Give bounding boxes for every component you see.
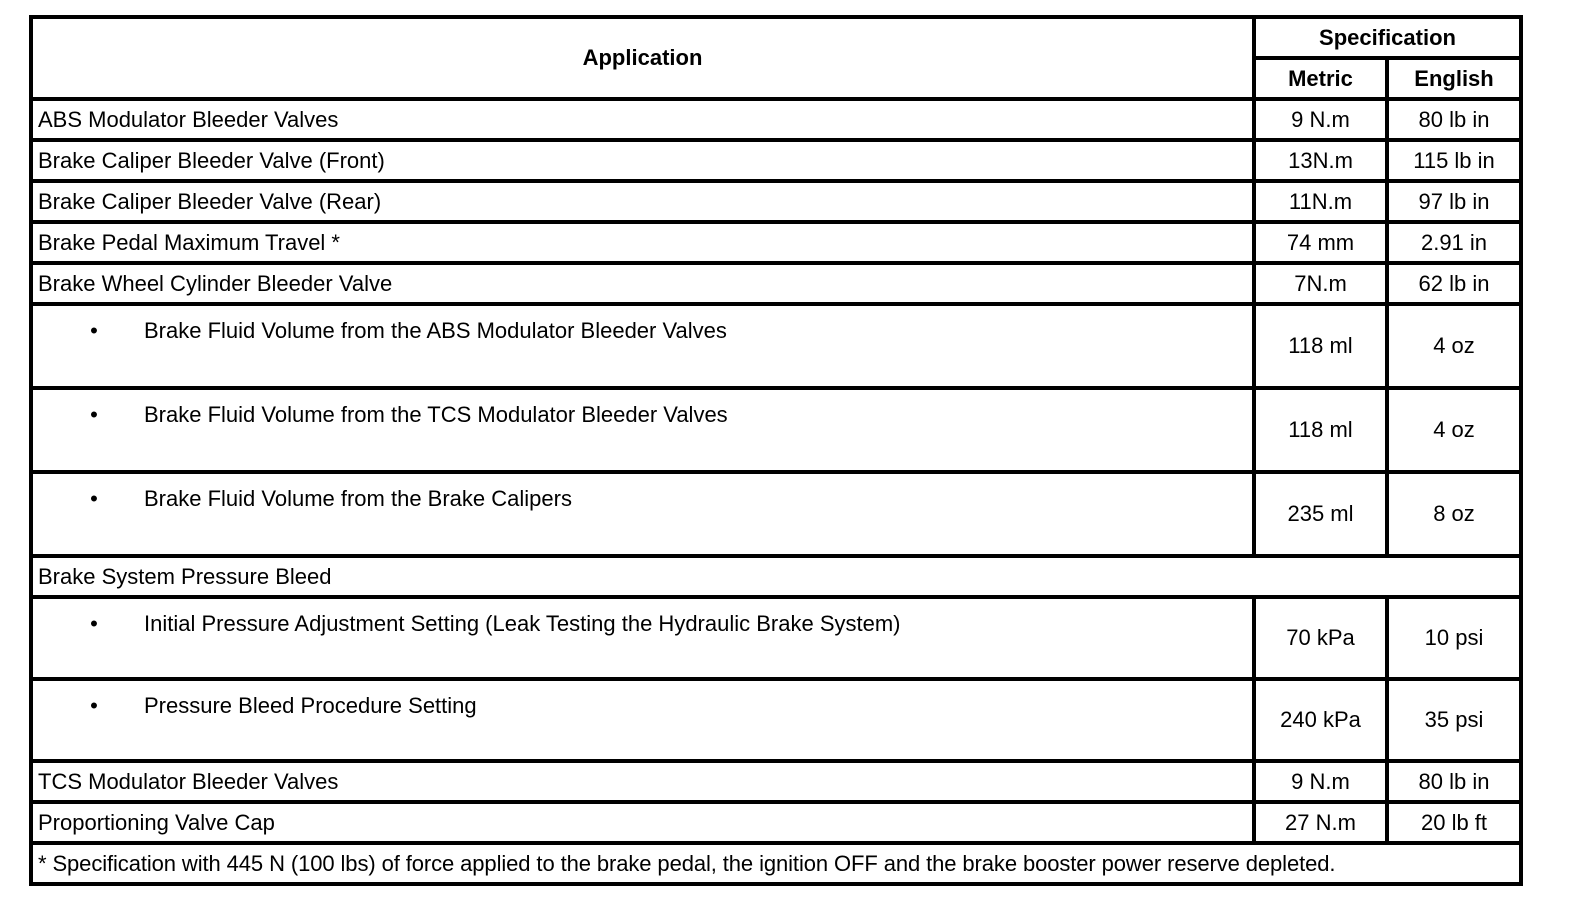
row-application: Brake Pedal Maximum Travel * bbox=[31, 222, 1254, 263]
row-english: 4 oz bbox=[1387, 304, 1521, 388]
row-english: 8 oz bbox=[1387, 472, 1521, 556]
section-label: Brake System Pressure Bleed bbox=[31, 556, 1521, 597]
row-application: ABS Modulator Bleeder Valves bbox=[31, 99, 1254, 140]
row-english: 80 lb in bbox=[1387, 99, 1521, 140]
row-english: 20 lb ft bbox=[1387, 802, 1521, 843]
row-metric: 235 ml bbox=[1254, 472, 1387, 556]
row-english: 97 lb in bbox=[1387, 181, 1521, 222]
table-row bbox=[31, 222, 1521, 263]
row-english: 2.91 in bbox=[1387, 222, 1521, 263]
row-metric: 118 ml bbox=[1254, 388, 1387, 472]
footnote: * Specification with 445 N (100 lbs) of force applied to the brake pedal, the ignition OFF and the brake booster power reserve depleted. bbox=[31, 843, 1521, 884]
row-metric: 9 N.m bbox=[1254, 761, 1387, 802]
row-english: 80 lb in bbox=[1387, 761, 1521, 802]
footnote-row bbox=[31, 843, 1521, 884]
row-metric: 27 N.m bbox=[1254, 802, 1387, 843]
table-row-sub bbox=[31, 388, 1521, 472]
row-metric: 118 ml bbox=[1254, 304, 1387, 388]
row-metric: 9 N.m bbox=[1254, 99, 1387, 140]
row-application bbox=[31, 679, 1254, 761]
bullet-icon: • bbox=[90, 486, 98, 511]
row-application bbox=[31, 304, 1254, 388]
row-english: 62 lb in bbox=[1387, 263, 1521, 304]
row-application: Proportioning Valve Cap bbox=[31, 802, 1254, 843]
table-row bbox=[31, 263, 1521, 304]
row-application: Brake Caliper Bleeder Valve (Rear) bbox=[31, 181, 1254, 222]
header-metric: Metric bbox=[1254, 58, 1387, 99]
row-english: 4 oz bbox=[1387, 388, 1521, 472]
row-metric: 74 mm bbox=[1254, 222, 1387, 263]
row-application bbox=[31, 388, 1254, 472]
table-row bbox=[31, 140, 1521, 181]
table-row bbox=[31, 761, 1521, 802]
table-row-sub bbox=[31, 304, 1521, 388]
header-english: English bbox=[1387, 58, 1521, 99]
table-row bbox=[31, 99, 1521, 140]
row-application: TCS Modulator Bleeder Valves bbox=[31, 761, 1254, 802]
row-application-text: Pressure Bleed Procedure Setting bbox=[144, 693, 477, 718]
row-english: 10 psi bbox=[1387, 597, 1521, 679]
table-row-sub bbox=[31, 472, 1521, 556]
bullet-icon: • bbox=[90, 318, 98, 343]
row-application-text: Brake Fluid Volume from the Brake Calipers bbox=[144, 486, 572, 511]
row-application-text: Brake Fluid Volume from the TCS Modulator Bleeder Valves bbox=[144, 402, 728, 427]
row-application bbox=[31, 472, 1254, 556]
header-specification: Specification bbox=[1254, 17, 1521, 58]
row-metric: 7N.m bbox=[1254, 263, 1387, 304]
row-application bbox=[31, 597, 1254, 679]
bullet-icon: • bbox=[90, 611, 98, 636]
row-english: 115 lb in bbox=[1387, 140, 1521, 181]
table-row-section bbox=[31, 556, 1521, 597]
row-application-text: Initial Pressure Adjustment Setting (Leak Testing the Hydraulic Brake System) bbox=[144, 611, 901, 636]
table-row bbox=[31, 181, 1521, 222]
row-application-text: Brake Fluid Volume from the ABS Modulator Bleeder Valves bbox=[144, 318, 727, 343]
row-application: Brake Caliper Bleeder Valve (Front) bbox=[31, 140, 1254, 181]
row-metric: 240 kPa bbox=[1254, 679, 1387, 761]
bullet-icon: • bbox=[90, 402, 98, 427]
header-application: Application bbox=[31, 17, 1254, 99]
row-metric: 11N.m bbox=[1254, 181, 1387, 222]
table-row-sub bbox=[31, 679, 1521, 761]
row-metric: 70 kPa bbox=[1254, 597, 1387, 679]
header-row-top bbox=[31, 17, 1521, 58]
row-english: 35 psi bbox=[1387, 679, 1521, 761]
row-application: Brake Wheel Cylinder Bleeder Valve bbox=[31, 263, 1254, 304]
table-row bbox=[31, 802, 1521, 843]
specification-table bbox=[29, 15, 1523, 886]
bullet-icon: • bbox=[90, 693, 98, 718]
table-row-sub bbox=[31, 597, 1521, 679]
row-metric: 13N.m bbox=[1254, 140, 1387, 181]
